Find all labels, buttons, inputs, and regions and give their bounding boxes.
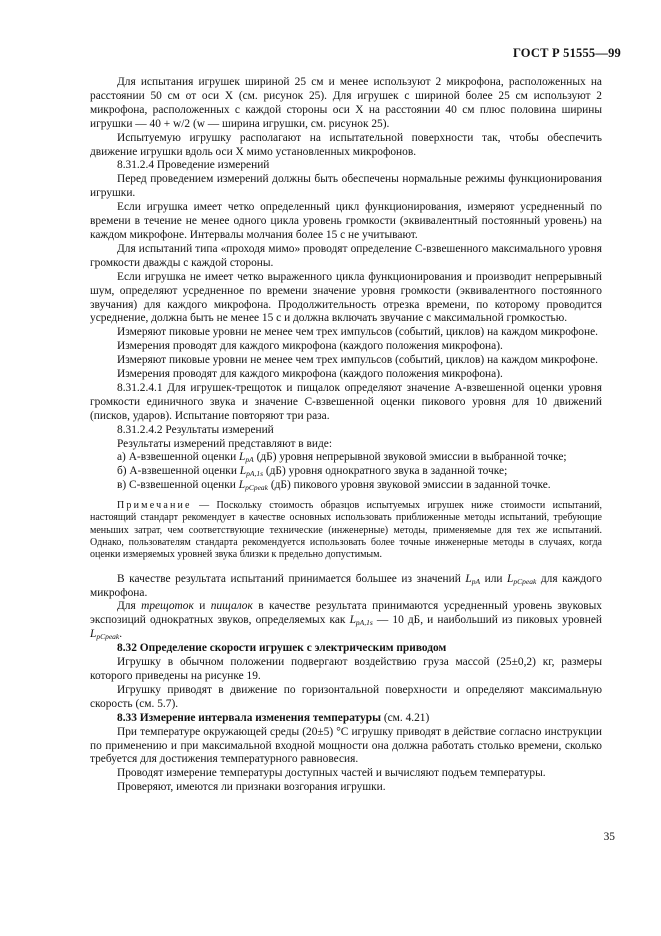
symbol-subscript: pCpeak [96, 632, 120, 642]
paragraph: В качестве результата испытаний принимается большее из значений $L_{pA}$ или $L_{pCpeak}$ для каждого микрофона. [90, 572, 602, 599]
symbol-subscript: pCpeak [245, 483, 268, 493]
paragraph: Игрушку в обычном положении подвергают воздействию груза массой (25±0,2) кг, размеры которого приведены на рисунке 19. [90, 656, 602, 683]
standard-header: ГОСТ Р 51555—99 [512, 46, 621, 60]
paragraph: Для испытаний типа «проходя мимо» проводят определение С-взвешенного максимального уровня громкости дважды с каждой стороны. [90, 242, 602, 269]
paragraph: 8.31.2.4.1 Для игрушек-трещоток и пищалок определяют значение А-взвешенной оценки уровня громкости единичного звука и значение С-взвешенной оценки пикового уровня для 10 движений (писков, ударов). Испытание повторяют три раза. [90, 381, 602, 422]
section-heading: 8.31.2.4.2 Результаты измерений [117, 423, 274, 436]
paragraph: Измерения проводят для каждого микрофона (каждого положения микрофона). [117, 368, 503, 381]
symbol-L: L [239, 451, 246, 464]
section-heading: 8.32 Определение скорости игрушек с электрическим приводом [117, 642, 447, 655]
symbol-subscript: pCpeak [513, 576, 537, 586]
note-text: — Поскольку стоимость образцов испытуемых игрушек ниже стоимости испытаний, настоящий стандарт рекомендует в качестве основных использовать приближенные методы испытаний, требующие меньших затрат, чем соответствующие технические (инженерные) методы, применяемые для тех же испытаний. Однако, пользователям стандарта рекомендуется использовать более точные инженерные методы в случаях, когда оценки измеряемых уровней звука близки к предельно допустимым. [90, 500, 602, 561]
note [90, 500, 602, 561]
symbol-L: L [465, 572, 472, 585]
symbol-L: L [349, 614, 356, 627]
symbol-L: L [238, 479, 246, 492]
page-content [90, 76, 602, 795]
paragraph: Испытуемую игрушку располагают на испытательной поверхности так, чтобы обеспечить движение игрушки вдоль оси X мимо установленных микрофонов. [90, 131, 602, 158]
section-heading: 8.31.2.4 Проведение измерений [117, 159, 270, 172]
paragraph: Игрушку приводят в движение по горизонтальной поверхности и определяют максимальную скорость (см. 5.7). [90, 683, 602, 710]
paragraph: Перед проведением измерений должны быть обеспечены нормальные режимы функционирования игрушки. [90, 173, 602, 200]
paragraph: Проверяют, имеются ли признаки возгорания игрушки. [117, 781, 386, 794]
symbol-L: L [239, 465, 247, 478]
paragraph: Если игрушка имеет четко определенный цикл функционирования, измеряют усредненный по времени в течение не менее одного цикла уровень громкости (эквивалентный постоянный уровень) на каждом микрофоне. Интервалы молчания более 15 с не учитывают. [90, 201, 602, 241]
paragraph: Измерения проводят для каждого микрофона (каждого положения микрофона). [117, 340, 503, 353]
symbol-subscript: pA [245, 455, 254, 465]
section-heading: 8.33 Измерение интервала изменения температуры (см. 4.21) [117, 711, 430, 724]
list-item: в) С-взвешенной оценки $L_{pCpeak}$ (дБ) пикового уровня звуковой эмиссии в заданной точке. [117, 479, 551, 493]
paragraph: Для испытания игрушек шириной 25 см и менее используют 2 микрофона, расположенных на расстоянии 50 см от оси X (см. рисунок 25). Для игрушек с шириной более 25 см используют 2 микрофона, расположенных с каждой стороны оси X на расстоянии 40 см плюс половина ширины игрушки — 40 + w/2 (w — ширина игрушки, см. рисунок 25). [90, 76, 602, 130]
paragraph: Если игрушка не имеет четко выраженного цикла функционирования и производит непрерывный шум, определяют усредненное по времени значение уровня громкости (эквивалентного постоянного звучания) для каждого микрофона. Продолжительность отрезка времени, по которому проводится усреднение, должна быть не менее 15 с и должна включать звучание с максимальной громкостью. [90, 270, 602, 325]
paragraph: При температуре окружающей среды (20±5) °С игрушку приводят в действие согласно инструкции по применению и при максимальной входной мощности она должна работать столько времени, сколько требуется для достижения температурного равновесия. [90, 725, 602, 766]
list-item: б) А-взвешенной оценки $L_{pA,1s}$ (дБ) уровня однократного звука в заданной точке; [117, 465, 508, 479]
symbol-subscript: pA,1s [355, 618, 373, 628]
symbol-subscript: pA [471, 576, 481, 586]
paragraph: Проводят измерение температуры доступных частей и вычисляют подъем температуры. [117, 767, 546, 780]
paragraph: Измеряют пиковые уровни не менее чем трех импульсов (событий, циклов) на каждом микрофоне. [117, 354, 598, 367]
symbol-subscript: pA,1s [246, 469, 263, 479]
note-label: Примечание [117, 500, 192, 512]
paragraph: Результаты измерений представляют в виде: [117, 437, 332, 450]
symbol-L: L [507, 572, 514, 585]
paragraph: Измеряют пиковые уровни не менее чем трех импульсов (событий, циклов) на каждом микрофоне. [117, 326, 598, 339]
symbol-L: L [90, 628, 97, 641]
list-item: а) А-взвешенной оценки $L_{pA}$ (дБ) уровня непрерывной звуковой эмиссии в выбранной точке; [117, 451, 567, 465]
page-number: 35 [603, 831, 615, 843]
paragraph: Для трещоток и пищалок в качестве результата принимаются усредненный уровень звуковых экспозиций однократных звуков, определяемых как $L_{pA,1s}$ — 10 дБ, и наибольший из пиковых уровней $L_{pCpeak}$. [90, 600, 602, 642]
